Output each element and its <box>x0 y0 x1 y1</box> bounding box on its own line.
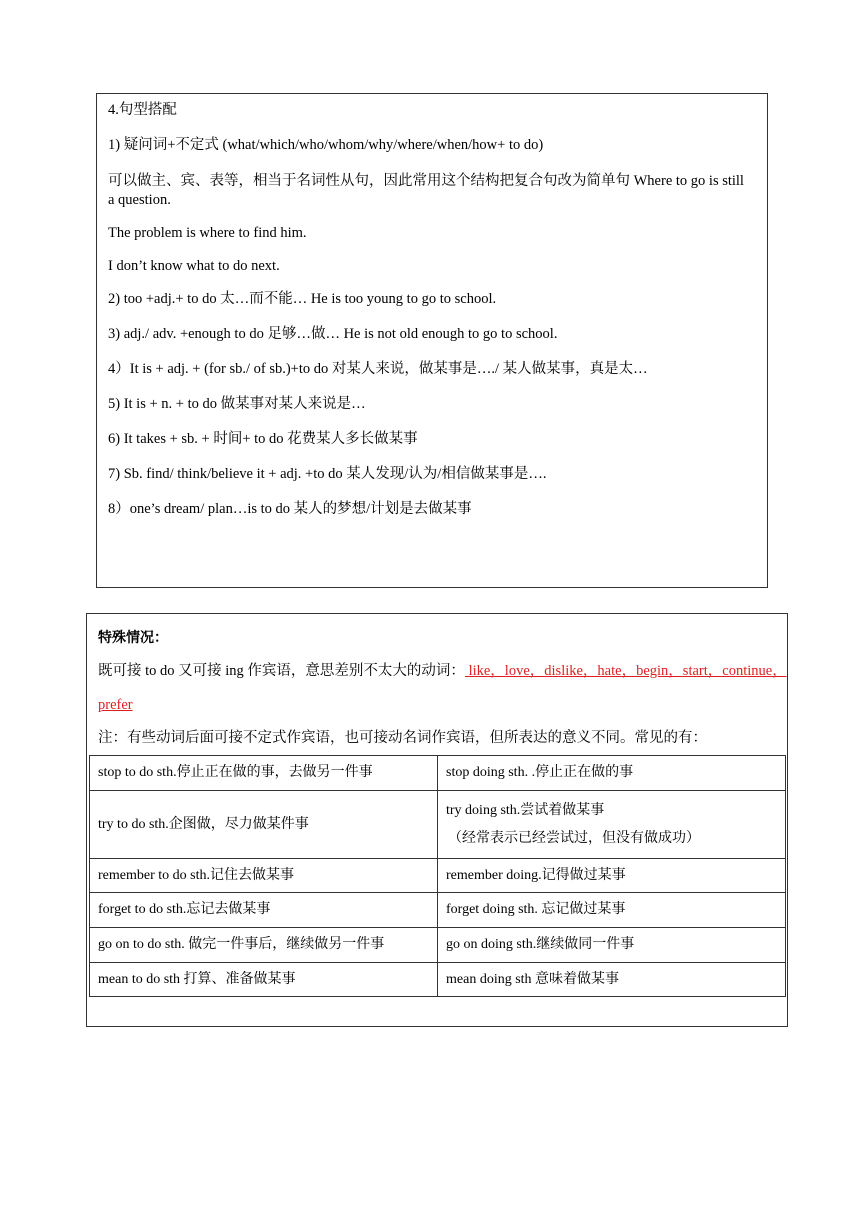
verb-list-highlight-end: prefer <box>98 697 133 713</box>
verb-list-continued <box>98 696 133 715</box>
table-cell: remember doing.记得做过某事 <box>438 859 786 893</box>
table-row <box>90 963 786 997</box>
table-cell <box>438 791 786 859</box>
pattern-4: 4）It is + adj. + (for sb./ of sb.)+to do 对某人来说，做某事是…./ 某人做某事，真是太… <box>108 361 648 377</box>
cell-text: try doing sth.尝试着做某事 <box>446 802 605 818</box>
table-cell: forget to do sth.忘记去做某事 <box>90 893 438 928</box>
pattern-7: 7) Sb. find/ think/believe it + adj. +to do 某人发现/认为/相信做某事是…. <box>108 466 547 482</box>
verb-list-highlight: like，love，dislike，hate，begin，start，continue， <box>464 663 787 679</box>
table-cell: go on doing sth.继续做同一件事 <box>438 928 786 963</box>
table-cell: stop to do sth.停止正在做的事，去做另一件事 <box>90 756 438 791</box>
pattern-1-explanation: 可以做主、宾、表等，相当于名词性从句，因此常用这个结构把复合句改为简单句 Where to go is still a question. <box>108 173 744 208</box>
pattern-8: 8）one’s dream/ plan…is to do 某人的梦想/计划是去做某事 <box>108 501 472 517</box>
example-sentence: I don’t know what to do next. <box>108 258 280 274</box>
table-row <box>90 893 786 928</box>
section-heading: 4.句型搭配 <box>108 102 177 118</box>
sentence-patterns-box <box>96 93 768 588</box>
example-sentence: The problem is where to find him. <box>108 225 307 241</box>
table-cell: mean doing sth 意味着做某事 <box>438 963 786 997</box>
table-row <box>90 756 786 791</box>
pattern-2: 2) too +adj.+ to do 太…而不能… He is too young to go to school. <box>108 291 497 307</box>
pattern-3: 3) adj./ adv. +enough to do 足够…做… He is not old enough to go to school. <box>108 326 558 342</box>
table-cell: go on to do sth. 做完一件事后，继续做另一件事 <box>90 928 438 963</box>
table-row <box>90 928 786 963</box>
table-cell: forget doing sth. 忘记做过某事 <box>438 893 786 928</box>
special-intro-line <box>98 662 787 681</box>
special-cases-box <box>86 613 788 1027</box>
cell-subtext: （经常表示已经尝试过，但没有做成功） <box>448 830 700 846</box>
table-cell: remember to do sth.记住去做某事 <box>90 859 438 893</box>
special-note: 注：有些动词后面可接不定式作宾语，也可接动名词作宾语，但所表达的意义不同。常见的有： <box>98 730 707 746</box>
table-cell: try to do sth.企图做，尽力做某件事 <box>90 791 438 859</box>
table-cell: mean to do sth 打算、准备做某事 <box>90 963 438 997</box>
verb-comparison-table <box>89 755 786 997</box>
table-cell: stop doing sth. .停止正在做的事 <box>438 756 786 791</box>
special-intro: 既可接 to do 又可接 ing 作宾语，意思差别不太大的动词： <box>98 663 465 679</box>
pattern-6: 6) It takes + sb. + 时间+ to do 花费某人多长做某事 <box>108 431 418 447</box>
table-row <box>90 791 786 859</box>
pattern-1: 1) 疑问词+不定式 (what/which/who/whom/why/where/when/how+ to do) <box>108 137 544 153</box>
special-title: 特殊情况： <box>98 630 168 646</box>
table-row <box>90 859 786 893</box>
pattern-5: 5) It is + n. + to do 做某事对某人来说是… <box>108 396 366 412</box>
